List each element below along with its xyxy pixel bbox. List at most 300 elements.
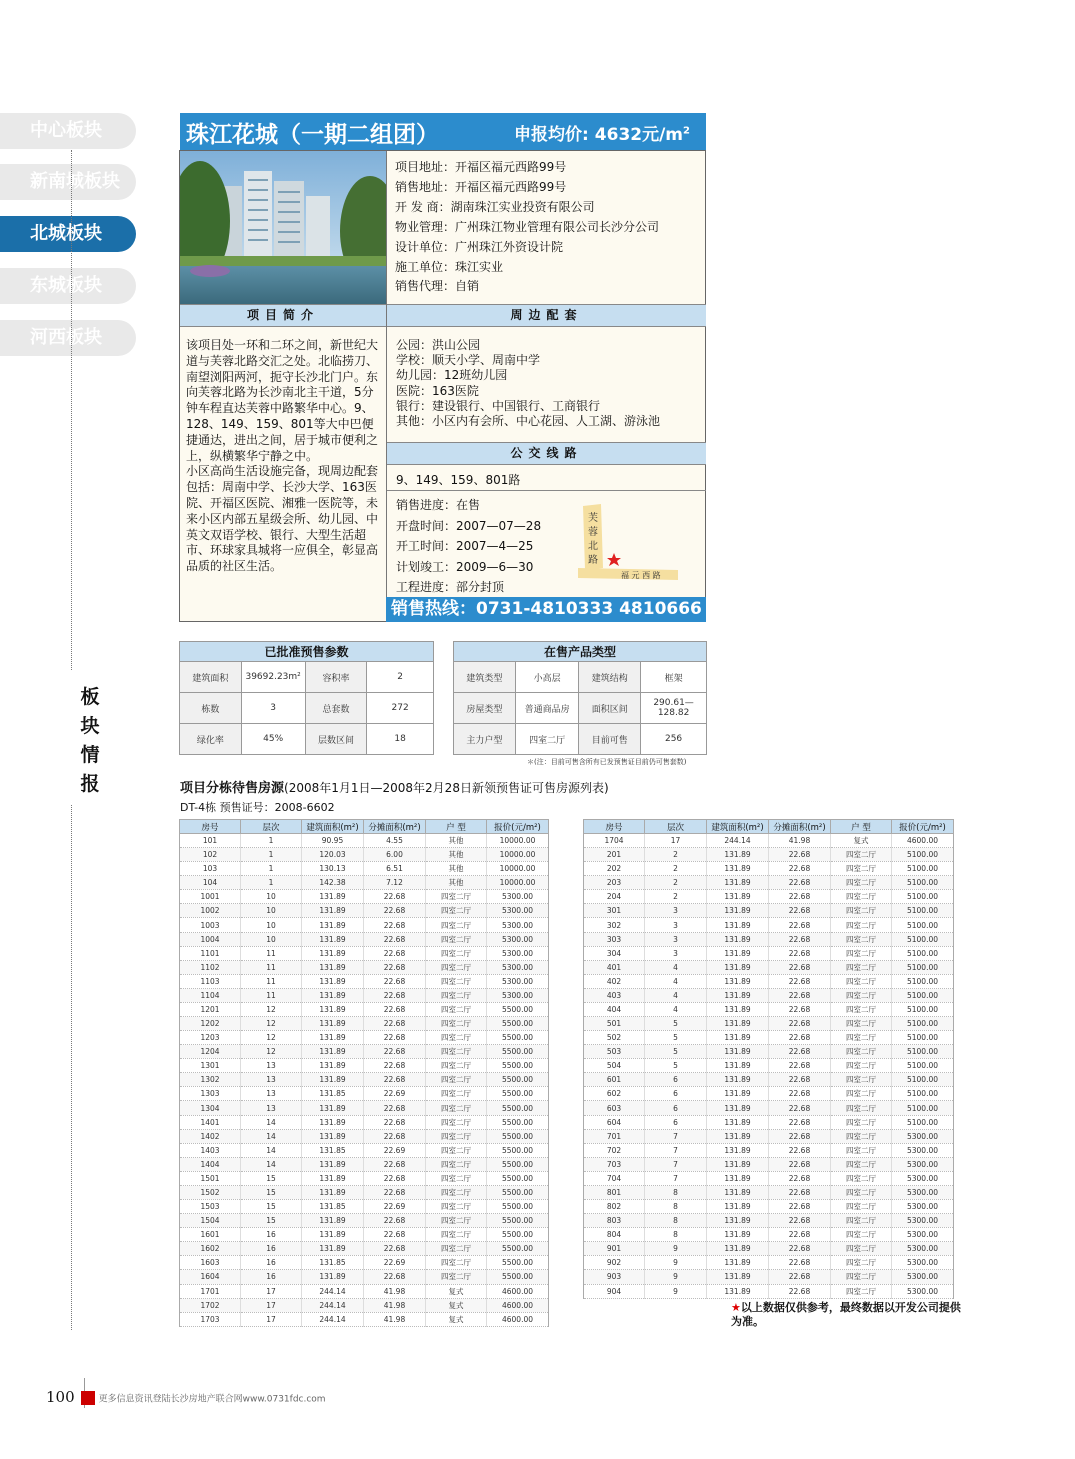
table-cell: 5500.00 — [487, 1087, 549, 1101]
table-cell: 1 — [241, 876, 302, 890]
table-cell: 1702 — [180, 1298, 241, 1312]
table-row — [584, 876, 954, 890]
table-cell: 10000.00 — [487, 862, 549, 876]
table-cell: 131.89 — [707, 1087, 769, 1101]
table-cell: 22.68 — [769, 1270, 831, 1284]
table-cell: 22.68 — [769, 1157, 831, 1171]
site-logo-icon — [81, 1391, 95, 1405]
project-info — [395, 158, 659, 297]
table-cell: 22.68 — [769, 904, 831, 918]
table-cell: 10000.00 — [487, 848, 549, 862]
table-cell: 四室二厅 — [831, 1242, 892, 1256]
table-cell: 131.85 — [302, 1200, 364, 1214]
table-cell: 四室二厅 — [831, 1073, 892, 1087]
table-cell: 5300.00 — [892, 1143, 954, 1157]
tab-hexi[interactable]: 河西板块 — [0, 320, 136, 356]
table-cell: 1401 — [180, 1115, 241, 1129]
side-divider — [71, 805, 72, 1330]
table-row — [180, 1298, 549, 1312]
table-cell: 10000.00 — [487, 834, 549, 848]
table-cell: 131.89 — [707, 1017, 769, 1031]
table-cell: 902 — [584, 1256, 645, 1270]
table-cell: 四室二厅 — [426, 974, 487, 988]
cell: 建筑结构 — [579, 662, 641, 693]
around-item: 银行：建设银行、中国银行、工商银行 — [396, 398, 601, 413]
table-cell: 804 — [584, 1228, 645, 1242]
tab-north[interactable]: 北城板块 — [0, 216, 136, 252]
side-title-char: 板 — [80, 686, 100, 708]
table-cell: 复式 — [426, 1284, 487, 1298]
table-cell: 6.00 — [364, 848, 426, 862]
table-cell: 四室二厅 — [426, 1157, 487, 1171]
table-cell: 10 — [241, 904, 302, 918]
table-row — [180, 1143, 549, 1157]
table-cell: 120.03 — [302, 848, 364, 862]
table-cell: 4600.00 — [487, 1312, 549, 1326]
table-cell: 131.89 — [707, 1115, 769, 1129]
table-cell: 5100.00 — [892, 932, 954, 946]
table-cell: 22.68 — [364, 890, 426, 904]
table-cell: 22.68 — [364, 946, 426, 960]
table-cell: 1304 — [180, 1101, 241, 1115]
price-value: 4632元/m — [594, 125, 684, 145]
table-cell: 5100.00 — [892, 904, 954, 918]
listing-subtitle: (2008年1月1日—2008年2月28日新领预售证可售房源列表) — [284, 781, 609, 795]
table-row — [180, 834, 549, 848]
table-cell: 1404 — [180, 1157, 241, 1171]
price-sup: 2 — [683, 125, 690, 137]
cell: 45% — [241, 724, 305, 755]
table-row — [584, 1242, 954, 1256]
table-cell: 22.68 — [364, 1073, 426, 1087]
table-cell: 1303 — [180, 1087, 241, 1101]
table-cell: 四室二厅 — [426, 1115, 487, 1129]
table-cell: 四室二厅 — [426, 1214, 487, 1228]
table-cell: 13 — [241, 1087, 302, 1101]
table-cell: 244.14 — [302, 1312, 364, 1326]
table-cell: 6 — [645, 1115, 707, 1129]
table-cell: 四室二厅 — [426, 1031, 487, 1045]
table-row — [584, 1143, 954, 1157]
location-star-icon — [607, 553, 621, 566]
table-cell: 10 — [241, 918, 302, 932]
table-cell: 其他 — [426, 848, 487, 862]
table-cell: 22.68 — [364, 988, 426, 1002]
col-header: 分摊面积(m²) — [769, 820, 831, 834]
bus-lines: 9、149、159、801路 — [396, 473, 521, 487]
table-cell: 5500.00 — [487, 1171, 549, 1185]
table-cell: 4.55 — [364, 834, 426, 848]
tab-new-south[interactable]: 新南城板块 — [0, 164, 136, 200]
table-cell: 四室二厅 — [831, 1185, 892, 1199]
table-cell: 7 — [645, 1129, 707, 1143]
tab-center[interactable]: 中心板块 — [0, 113, 136, 149]
presale-title: 已批准预售参数 — [180, 642, 434, 662]
col-header: 建筑面积(m²) — [707, 820, 769, 834]
table-cell: 5100.00 — [892, 988, 954, 1002]
table-cell: 1002 — [180, 904, 241, 918]
table-cell: 四室二厅 — [426, 1256, 487, 1270]
info-line: 销售地址：开福区福元西路99号 — [395, 179, 567, 194]
table-cell: 9 — [645, 1256, 707, 1270]
section-side-title — [78, 683, 102, 799]
cell: 总套数 — [305, 693, 367, 724]
table-cell: 131.89 — [302, 1228, 364, 1242]
table-cell: 22.68 — [769, 1073, 831, 1087]
table-row — [180, 1256, 549, 1270]
table-cell: 5500.00 — [487, 1157, 549, 1171]
table-cell: 131.89 — [302, 1214, 364, 1228]
table-cell: 5300.00 — [892, 1200, 954, 1214]
table-cell: 131.89 — [707, 1171, 769, 1185]
table-cell: 5100.00 — [892, 876, 954, 890]
table-cell: 142.38 — [302, 876, 364, 890]
table-cell: 5100.00 — [892, 918, 954, 932]
table-cell: 四室二厅 — [831, 1115, 892, 1129]
cell: 目前可售 — [579, 724, 641, 755]
table-cell: 3 — [645, 946, 707, 960]
table-cell: 四室二厅 — [426, 932, 487, 946]
table-cell: 131.89 — [707, 904, 769, 918]
table-cell: 5300.00 — [892, 1256, 954, 1270]
table-row — [180, 1045, 549, 1059]
table-cell: 201 — [584, 848, 645, 862]
table-cell: 22.68 — [364, 1045, 426, 1059]
table-cell: 5500.00 — [487, 1214, 549, 1228]
table-cell: 5300.00 — [487, 960, 549, 974]
table-cell: 1102 — [180, 960, 241, 974]
table-row — [180, 974, 549, 988]
table-row — [584, 1002, 954, 1016]
table-row — [180, 848, 549, 862]
table-cell: 5300.00 — [892, 1171, 954, 1185]
cell: 39692.23m² — [241, 662, 305, 693]
table-cell: 403 — [584, 988, 645, 1002]
table-cell: 17 — [241, 1312, 302, 1326]
table-cell: 22.68 — [364, 1059, 426, 1073]
table-cell: 复式 — [426, 1298, 487, 1312]
table-cell: 四室二厅 — [426, 1073, 487, 1087]
table-cell: 702 — [584, 1143, 645, 1157]
table-cell: 四室二厅 — [426, 1143, 487, 1157]
table-cell: 602 — [584, 1087, 645, 1101]
table-cell: 5300.00 — [892, 1129, 954, 1143]
table-cell: 131.89 — [707, 1157, 769, 1171]
table-cell: 复式 — [831, 834, 892, 848]
table-cell: 22.68 — [769, 862, 831, 876]
table-cell: 1703 — [180, 1312, 241, 1326]
table-cell: 130.13 — [302, 862, 364, 876]
table-cell: 9 — [645, 1270, 707, 1284]
table-row — [180, 1017, 549, 1031]
table-cell: 四室二厅 — [426, 1129, 487, 1143]
table-cell: 15 — [241, 1200, 302, 1214]
col-header: 户 型 — [831, 820, 892, 834]
table-row — [584, 848, 954, 862]
table-cell: 5100.00 — [892, 1031, 954, 1045]
table-cell: 四室二厅 — [831, 918, 892, 932]
col-header: 建筑面积(m²) — [302, 820, 364, 834]
table-cell: 801 — [584, 1185, 645, 1199]
table-row — [584, 946, 954, 960]
table-cell: 13 — [241, 1059, 302, 1073]
table-cell: 14 — [241, 1143, 302, 1157]
progress-item: 计划竣工：2009—6—30 — [396, 559, 534, 574]
table-cell: 131.89 — [707, 1031, 769, 1045]
table-cell: 802 — [584, 1200, 645, 1214]
around-item: 医院：163医院 — [396, 383, 479, 398]
table-cell: 四室二厅 — [831, 1200, 892, 1214]
around-bar: 周边配套 — [387, 304, 706, 327]
info-line: 项目地址：开福区福元西路99号 — [395, 160, 567, 174]
table-row — [180, 932, 549, 946]
table-cell: 5100.00 — [892, 890, 954, 904]
col-header: 报价(元/m²) — [892, 820, 954, 834]
table-cell: 202 — [584, 862, 645, 876]
table-cell: 22.68 — [364, 904, 426, 918]
table-cell: 8 — [645, 1214, 707, 1228]
intro-paragraph: 小区高尚生活设施完备，现周边配套包括：周南中学、长沙大学、163医院、开福区医院、湘雅一医院等，未来小区内部五星级会所、幼儿园、中英文双语学校、银行、大型生活超市、环球家具城将一应俱全，彰显高品质的社区生活。 — [186, 464, 379, 574]
table-cell: 6 — [645, 1101, 707, 1115]
table-cell: 3 — [645, 918, 707, 932]
table-cell: 22.69 — [364, 1087, 426, 1101]
table-row — [180, 1270, 549, 1284]
page-number: 100 — [46, 1388, 75, 1406]
tab-east[interactable]: 东城板块 — [0, 268, 136, 304]
table-cell: 504 — [584, 1059, 645, 1073]
table-cell: 1301 — [180, 1059, 241, 1073]
table-cell: 5500.00 — [487, 1101, 549, 1115]
progress-item: 工程进度：部分封顶 — [396, 580, 505, 594]
table-row — [180, 1242, 549, 1256]
table-cell: 5100.00 — [892, 1115, 954, 1129]
col-header: 分摊面积(m²) — [364, 820, 426, 834]
table-cell: 22.68 — [769, 1059, 831, 1073]
table-cell: 11 — [241, 974, 302, 988]
cell: 主力户型 — [454, 724, 516, 755]
table-cell: 5500.00 — [487, 1270, 549, 1284]
table-cell: 5500.00 — [487, 1185, 549, 1199]
table-cell: 6 — [645, 1087, 707, 1101]
table-cell: 4600.00 — [892, 834, 954, 848]
table-cell: 四室二厅 — [426, 890, 487, 904]
table-cell: 1701 — [180, 1284, 241, 1298]
table-cell: 131.89 — [707, 876, 769, 890]
presale-table — [179, 641, 434, 755]
table-row — [180, 1228, 549, 1242]
table-cell: 5500.00 — [487, 1256, 549, 1270]
table-cell: 131.89 — [302, 1031, 364, 1045]
table-cell: 102 — [180, 848, 241, 862]
table-cell: 1202 — [180, 1017, 241, 1031]
table-row — [584, 834, 954, 848]
info-line: 开 发 商：湖南珠江实业投资有限公司 — [395, 199, 595, 214]
table-cell: 13 — [241, 1073, 302, 1087]
table-cell: 131.89 — [302, 1059, 364, 1073]
table-row — [584, 1031, 954, 1045]
table-cell: 5 — [645, 1031, 707, 1045]
table-cell: 5500.00 — [487, 1200, 549, 1214]
building-permit: DT-4栋 预售证号：2008-6602 — [180, 801, 335, 814]
info-line: 设计单位：广州珠江外资设计院 — [395, 239, 564, 254]
table-cell: 四室二厅 — [831, 1157, 892, 1171]
table-cell: 复式 — [426, 1312, 487, 1326]
table-cell: 22.68 — [769, 1045, 831, 1059]
table-cell: 703 — [584, 1157, 645, 1171]
table-cell: 131.89 — [707, 848, 769, 862]
table-cell: 1104 — [180, 988, 241, 1002]
table-cell: 1103 — [180, 974, 241, 988]
table-cell: 四室二厅 — [831, 960, 892, 974]
table-cell: 四室二厅 — [831, 1171, 892, 1185]
progress-item: 开盘时间：2007—07—28 — [396, 518, 542, 533]
table-cell: 22.68 — [769, 988, 831, 1002]
table-cell: 41.98 — [364, 1284, 426, 1298]
table-cell: 131.89 — [707, 1101, 769, 1115]
table-cell: 22.68 — [769, 1284, 831, 1298]
cell: 面积区间 — [579, 693, 641, 724]
table-cell: 503 — [584, 1045, 645, 1059]
table-cell: 22.68 — [769, 1214, 831, 1228]
table-cell: 22.68 — [769, 848, 831, 862]
table-row — [180, 1129, 549, 1143]
col-header: 房号 — [180, 820, 241, 834]
table-row — [584, 1228, 954, 1242]
table-row — [180, 1115, 549, 1129]
table-cell: 22.68 — [364, 1002, 426, 1016]
table-row — [180, 1312, 549, 1326]
table-cell: 5100.00 — [892, 848, 954, 862]
table-cell: 14 — [241, 1115, 302, 1129]
table-cell: 四室二厅 — [831, 1228, 892, 1242]
table-cell: 8 — [645, 1228, 707, 1242]
table-cell: 22.68 — [769, 1242, 831, 1256]
table-cell: 22.68 — [769, 1256, 831, 1270]
table-cell: 4 — [645, 1002, 707, 1016]
presale-note: ＊(注：目前可售含所有已发预售证目前仍可售套数) — [527, 758, 687, 766]
table-cell: 131.89 — [707, 1045, 769, 1059]
cell: 房屋类型 — [454, 693, 516, 724]
table-cell: 903 — [584, 1270, 645, 1284]
table-cell: 12 — [241, 1045, 302, 1059]
table-cell: 22.68 — [769, 1129, 831, 1143]
table-cell: 13 — [241, 1101, 302, 1115]
table-cell: 22.68 — [364, 960, 426, 974]
table-cell: 12 — [241, 1017, 302, 1031]
table-cell: 131.89 — [302, 1157, 364, 1171]
table-cell: 1201 — [180, 1002, 241, 1016]
footer-link[interactable]: 更多信息资讯登陆长沙房地产联合网www.0731fdc.com — [98, 1394, 326, 1405]
table-cell: 15 — [241, 1185, 302, 1199]
table-cell: 5300.00 — [892, 1270, 954, 1284]
card-divider — [386, 151, 387, 597]
location-map — [573, 498, 683, 593]
table-cell: 22.68 — [769, 960, 831, 974]
table-cell: 5500.00 — [487, 1073, 549, 1087]
table-cell: 22.68 — [769, 974, 831, 988]
table-cell: 四室二厅 — [831, 1002, 892, 1016]
table-cell: 5500.00 — [487, 1129, 549, 1143]
table-row — [180, 1073, 549, 1087]
star-icon: ★ — [731, 1301, 741, 1314]
table-cell: 803 — [584, 1214, 645, 1228]
table-cell: 301 — [584, 904, 645, 918]
table-cell: 四室二厅 — [426, 1101, 487, 1115]
table-cell: 303 — [584, 932, 645, 946]
table-row — [180, 1087, 549, 1101]
col-header: 户 型 — [426, 820, 487, 834]
table-row — [584, 1171, 954, 1185]
table-cell: 3 — [645, 904, 707, 918]
table-cell: 四室二厅 — [831, 1101, 892, 1115]
table-cell: 5500.00 — [487, 1143, 549, 1157]
table-cell: 11 — [241, 946, 302, 960]
table-cell: 5100.00 — [892, 1002, 954, 1016]
table-cell: 131.89 — [302, 1045, 364, 1059]
cell: 小高层 — [515, 662, 579, 693]
table-cell: 244.14 — [302, 1298, 364, 1312]
table-cell: 1504 — [180, 1214, 241, 1228]
table-cell: 131.89 — [707, 1284, 769, 1298]
table-cell: 5100.00 — [892, 1045, 954, 1059]
table-cell: 1604 — [180, 1270, 241, 1284]
table-cell: 131.85 — [302, 1087, 364, 1101]
table-cell: 131.89 — [302, 960, 364, 974]
table-cell: 302 — [584, 918, 645, 932]
table-cell: 22.68 — [769, 1171, 831, 1185]
table-cell: 131.89 — [707, 960, 769, 974]
page-footer — [46, 1388, 326, 1406]
table-cell: 5 — [645, 1045, 707, 1059]
table-cell: 22.68 — [769, 1200, 831, 1214]
table-cell: 四室二厅 — [831, 1143, 892, 1157]
table-cell: 5300.00 — [487, 890, 549, 904]
map-road-north: 芙蓉北路 — [588, 513, 598, 566]
table-cell: 5500.00 — [487, 1002, 549, 1016]
table-cell: 四室二厅 — [831, 988, 892, 1002]
bus-divider — [387, 490, 706, 491]
table-cell: 4 — [645, 960, 707, 974]
table-row — [584, 918, 954, 932]
table-row — [584, 1059, 954, 1073]
table-cell: 14 — [241, 1157, 302, 1171]
table-cell: 22.68 — [769, 876, 831, 890]
table-cell: 22.68 — [769, 1017, 831, 1031]
cell: 普通商品房 — [515, 693, 579, 724]
table-cell: 22.68 — [364, 932, 426, 946]
table-cell: 131.89 — [302, 1129, 364, 1143]
table-row — [584, 1045, 954, 1059]
table-cell: 17 — [645, 834, 707, 848]
intro-paragraph: 该项目处一环和二环之间，新世纪大道与芙蓉北路交汇之处。北临捞刀、南望浏阳两河，扼守长沙北门户。东向芙蓉北路为长沙南北主干道，5分钟车程直达芙蓉中路繁华中心。9、128、149、159、801等大中巴便捷通达，进出之间，居于城市便利之上，纵横繁华宁静之中。 — [186, 338, 379, 463]
project-intro — [186, 338, 378, 575]
table-cell: 304 — [584, 946, 645, 960]
table-cell: 5300.00 — [892, 1185, 954, 1199]
table-cell: 22.68 — [364, 918, 426, 932]
table-cell: 404 — [584, 1002, 645, 1016]
table-cell: 5100.00 — [892, 862, 954, 876]
side-title-char: 块 — [80, 715, 100, 737]
col-header: 层次 — [241, 820, 302, 834]
listing-table-left — [179, 819, 549, 1327]
around-item: 学校：顺天小学、周南中学 — [396, 353, 541, 368]
table-cell: 22.68 — [364, 1101, 426, 1115]
table-cell: 四室二厅 — [831, 1214, 892, 1228]
table-cell: 244.14 — [302, 1284, 364, 1298]
table-cell: 401 — [584, 960, 645, 974]
table-cell: 四室二厅 — [426, 988, 487, 1002]
table-cell: 131.89 — [302, 974, 364, 988]
